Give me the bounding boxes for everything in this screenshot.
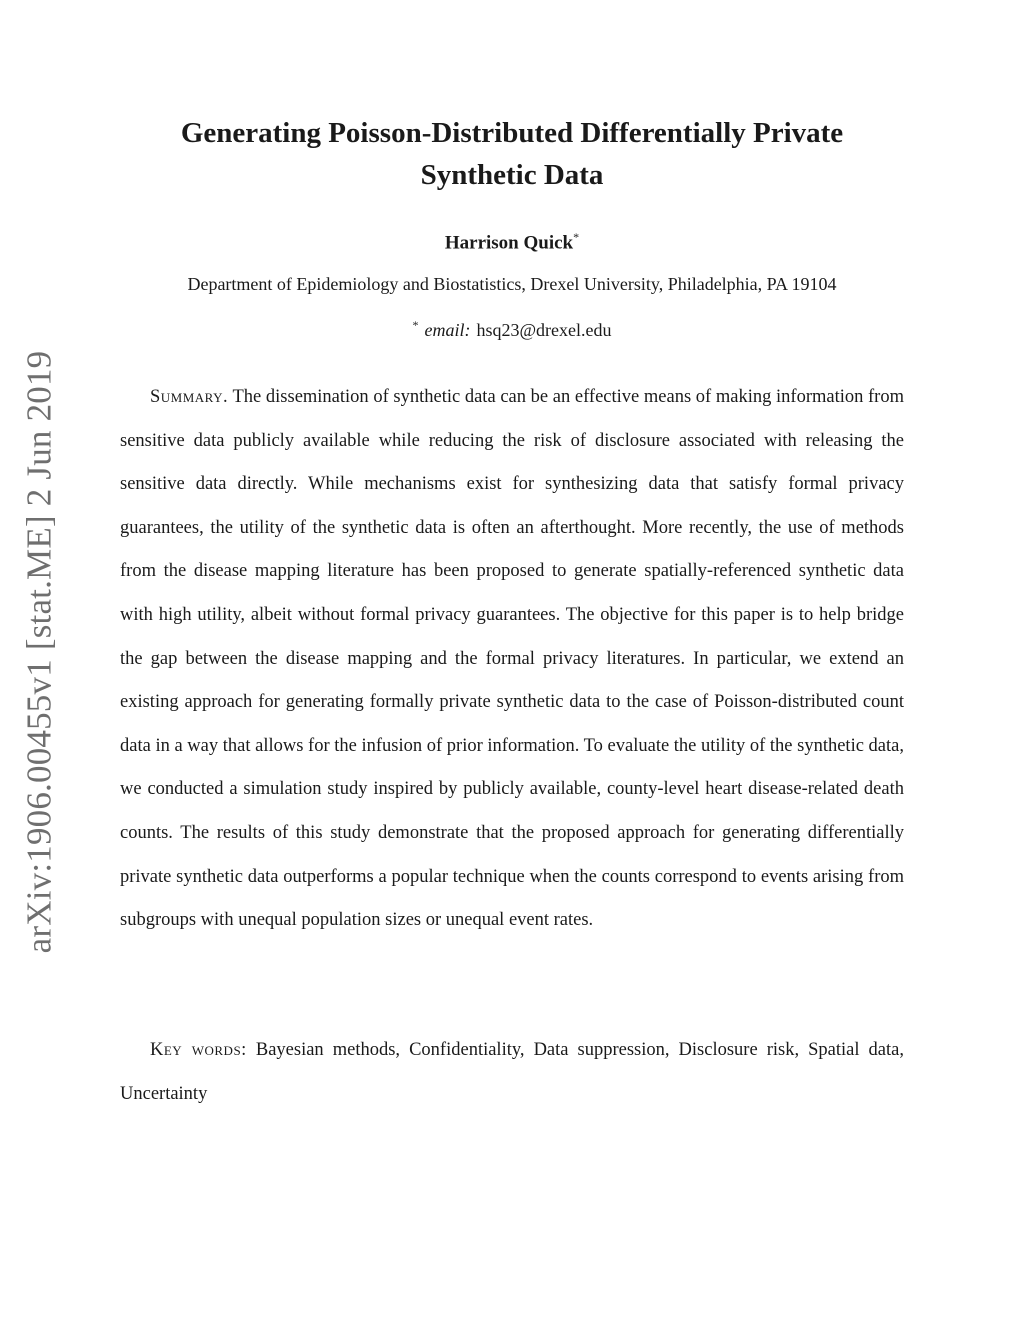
author-footnote-marker: * [573,230,580,244]
keywords-paragraph [120,1029,904,1116]
arxiv-identifier [14,350,64,954]
paper-title [100,112,924,196]
email-footnote-marker: * [412,318,419,332]
arxiv-identifier-text: arXiv:1906.00455v1 [stat.ME] 2 Jun 2019 [19,350,58,954]
paper-title-line-1: Generating Poisson-Distributed Differentially Private [180,117,844,149]
summary-paragraph [120,376,904,943]
paper-title-line-2: Synthetic Data [420,159,604,191]
summary-heading: Summary. [150,387,229,407]
email-label: email: [424,320,471,340]
summary-text: The dissemination of synthetic data can be an effective means of making information from sensitive data publicly available while reducing the risk of disclosure associated with releasing the sensitive data directly. While mechanisms exist for synthesizing data that satisfy formal privacy guarantees, the utility of the synthetic data is often an afterthought. More recently, the use of methods from the disease mapping literature has been proposed to generate spatially-referenced synthetic data with high utility, albeit without formal privacy guarantees. The objective for this paper is to help bridge the gap between the disease mapping and the formal privacy literatures. In particular, we extend an existing approach for generating formally private synthetic data to the case of Poisson-distributed count data in a way that allows for the infusion of prior information. To evaluate the utility of the synthetic data, we conducted a simulation study inspired by publicly available, county-level heart disease-related death counts. The results of this study demonstrate that the proposed approach for generating differentially private synthetic data outperforms a popular technique when the counts correspond to events arising from subgroups with unequal population sizes or unequal event rates. [120,387,904,931]
author-name: Harrison Quick [444,232,574,254]
author [100,230,924,254]
keywords-heading: Key words: [150,1040,247,1060]
contact-email [100,318,924,341]
email-address[interactable]: hsq23@drexel.edu [476,320,612,340]
keywords-text: Bayesian methods, Confidentiality, Data suppression, Disclosure risk, Spatial data, Uncertainty [120,1040,904,1104]
affiliation: Department of Epidemiology and Biostatistics, Drexel University, Philadelphia, PA 19104 [187,274,837,294]
